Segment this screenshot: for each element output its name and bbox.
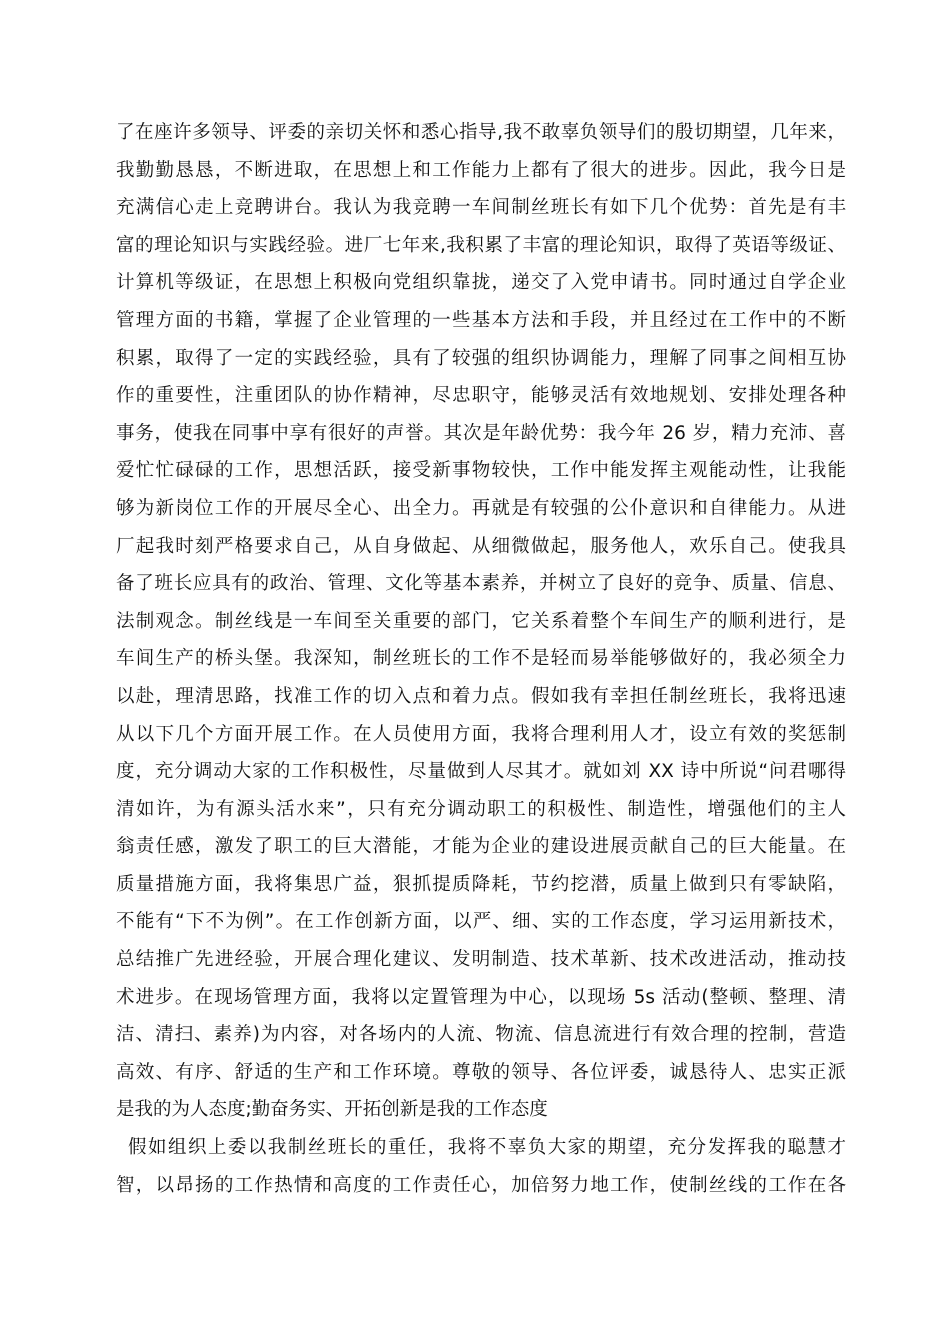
text-line: 以赴，理清思路，找准工作的切入点和着力点。假如我有幸担任制丝班长，我将迅速	[116, 685, 846, 707]
text-line: 法制观念。制丝线是一车间至关重要的部门，它关系着整个车间生产的顺利进行，是	[116, 610, 846, 632]
paragraph-end-line: 是我的为人态度;勤奋务实、开拓创新是我的工作态度	[116, 1099, 548, 1121]
text-line: 计算机等级证，在思想上积极向党组织靠拢，递交了入党申请书。同时通过自学企业	[116, 272, 846, 294]
text-line: 我勤勤恳恳，不断进取，在思想上和工作能力上都有了很大的进步。因此，我今日是	[116, 159, 846, 181]
text-line: 总结推广先进经验，开展合理化建议、发明制造、技术革新、技术改进活动，推动技	[116, 949, 846, 971]
text-line: 度，充分调动大家的工作积极性，尽量做到人尽其才。就如刘 XX 诗中所说“问君哪得	[116, 761, 846, 783]
text-line: 术进步。在现场管理方面，我将以定置管理为中心，以现场 5s 活动(整顿、整理、清	[116, 986, 847, 1008]
text-line: 备了班长应具有的政治、管理、文化等基本素养，并树立了良好的竞争、质量、信息、	[116, 573, 846, 595]
text-line: 爱忙忙碌碌的工作，思想活跃，接受新事物较快，工作中能发挥主观能动性，让我能	[116, 460, 846, 482]
text-line: 管理方面的书籍，掌握了企业管理的一些基本方法和手段，并且经过在工作中的不断	[116, 309, 846, 331]
text-line: 从以下几个方面开展工作。在人员使用方面，我将合理利用人才，设立有效的奖惩制	[116, 723, 846, 745]
text-line: 高效、有序、舒适的生产和工作环境。尊敬的领导、各位评委，诚恳待人、忠实正派	[116, 1061, 846, 1083]
body-text	[116, 114, 846, 1204]
text-line: 富的理论知识与实践经验。进厂七年来,我积累了丰富的理论知识，取得了英语等级证、	[116, 234, 846, 256]
text-line: 了在座许多领导、评委的亲切关怀和悉心指导,我不敢辜负领导们的殷切期望，几年来，	[116, 122, 846, 143]
text-line: 清如许，为有源头活水来”，只有充分调动职工的积极性、制造性，增强他们的主人	[116, 798, 846, 820]
text-line: 质量措施方面，我将集思广益，狠抓提质降耗，节约挖潜，质量上做到只有零缺陷，	[116, 873, 846, 895]
text-line: 车间生产的桥头堡。我深知，制丝班长的工作不是轻而易举能够做好的，我必须全力	[116, 648, 846, 670]
text-line: 不能有“下不为例”。在工作创新方面，以严、细、实的工作态度，学习运用新技术，	[116, 911, 846, 933]
text-line: 充满信心走上竞聘讲台。我认为我竞聘一车间制丝班长有如下几个优势：首先是有丰	[116, 197, 846, 219]
text-line: 积累，取得了一定的实践经验，具有了较强的组织协调能力，理解了同事之间相互协	[116, 347, 846, 369]
text-line: 够为新岗位工作的开展尽全心、出全力。再就是有较强的公仆意识和自律能力。从进	[116, 497, 846, 519]
text-line: 洁、清扫、素养)为内容，对各场内的人流、物流、信息流进行有效合理的控制，营造	[116, 1024, 846, 1046]
text-line: 翁责任感，激发了职工的巨大潜能，才能为企业的建设进展贡献自己的巨大能量。在	[116, 836, 846, 858]
text-line: 作的重要性，注重团队的协作精神，尽忠职守，能够灵活有效地规划、安排处理各种	[116, 385, 846, 407]
paragraph-start-line: 假如组织上委以我制丝班长的重任，我将不辜负大家的期望，充分发挥我的聪慧才	[128, 1137, 846, 1159]
text-line: 厂起我时刻严格要求自己，从自身做起、从细微做起，服务他人，欢乐自己。使我具	[116, 535, 846, 557]
text-line: 事务，使我在同事中享有很好的声誉。其次是年龄优势：我今年 26 岁，精力充沛、喜	[116, 422, 846, 444]
text-line: 智，以昂扬的工作热情和高度的工作责任心，加倍努力地工作，使制丝线的工作在各	[116, 1174, 846, 1196]
